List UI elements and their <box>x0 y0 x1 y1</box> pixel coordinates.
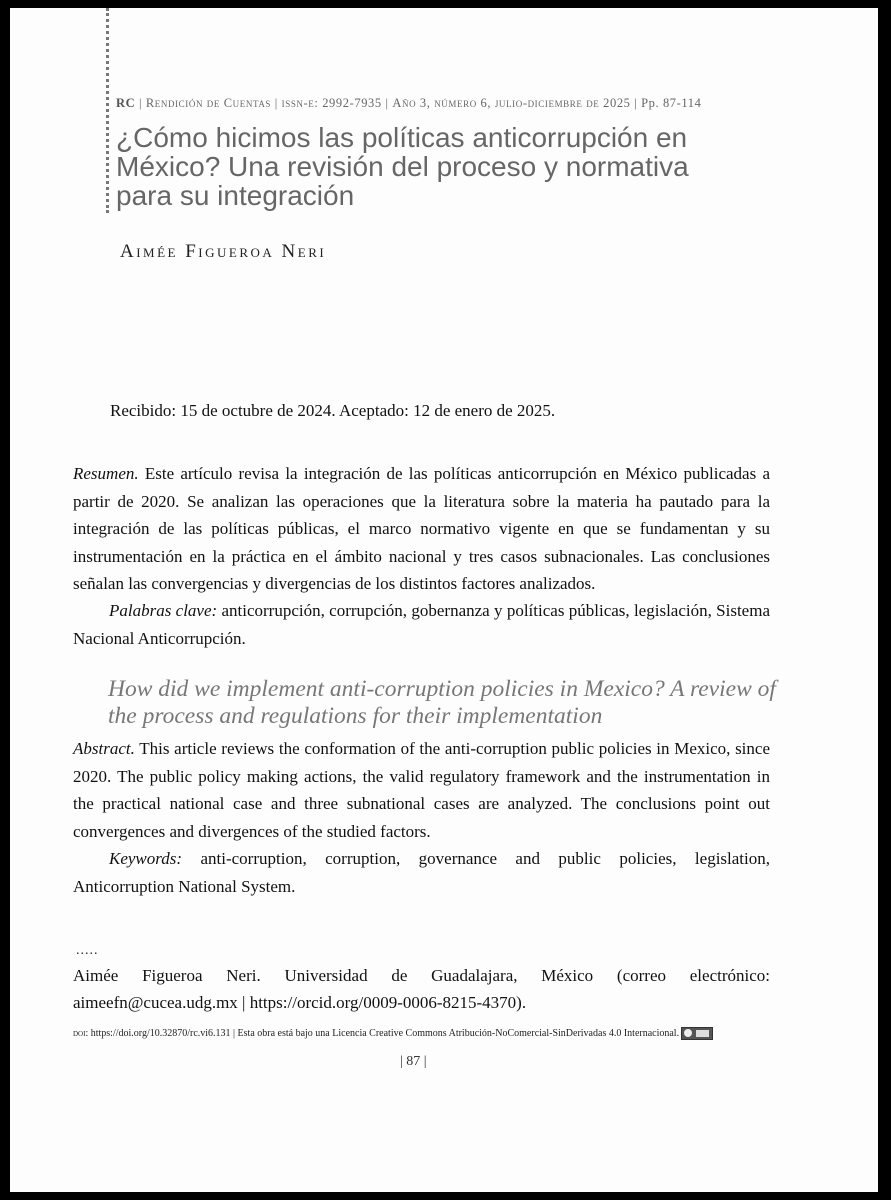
doi-line <box>73 1027 793 1040</box>
palabras-clave-paragraph <box>73 597 770 652</box>
header-separator: | <box>634 96 638 110</box>
author-name: Aimée Figueroa Neri <box>120 241 327 262</box>
issue-info: Año 3, número 6, julio-diciembre de 2025 <box>392 96 631 110</box>
resumen-paragraph <box>73 460 770 598</box>
palabras-clave-label: Palabras clave: <box>109 601 218 620</box>
decorative-dotted-line <box>106 8 109 213</box>
creative-commons-license-icon <box>681 1027 713 1040</box>
document-page <box>10 8 878 1192</box>
header-separator: | <box>139 96 143 110</box>
author-footnote: Aimée Figueroa Neri. Universidad de Guadalajara, México (correo electrónico: aimeefn@cucea.udg.mx | https://orcid.org/0009-0006-8215-4370). <box>73 966 770 1012</box>
journal-header <box>116 96 702 111</box>
journal-abbr: RC <box>116 96 136 110</box>
keywords-paragraph <box>73 845 770 900</box>
article-title: ¿Cómo hicimos las políticas anticorrupción en México? Una revisión del proceso y normativa para su integración <box>116 122 689 211</box>
header-separator: | <box>385 96 389 110</box>
abstract-label: Abstract. <box>73 739 135 758</box>
keywords-text: anti-corruption, corruption, governance and public policies, legislation, Anticorruption National System. <box>73 849 770 896</box>
footnote-separator: ..... <box>76 943 99 958</box>
page-range: Pp. 87-114 <box>641 96 702 110</box>
palabras-clave-text: anticorrupción, corrupción, gobernanza y políticas públicas, legislación, Sistema Nacional Anticorrupción. <box>73 601 770 648</box>
resumen-label: Resumen. <box>73 464 139 483</box>
page-number: | 87 | <box>400 1054 427 1069</box>
header-separator: | <box>274 96 278 110</box>
english-title: How did we implement anti-corruption policies in Mexico? A review of the process and regulations for their implementation <box>108 676 776 729</box>
abstract-paragraph <box>73 735 770 845</box>
journal-name: Rendición de Cuentas <box>145 96 272 110</box>
keywords-label: Keywords: <box>109 849 183 868</box>
abstract-text: This article reviews the conformation of the anti-corruption public policies in Mexico, since 2020. The public policy making actions, the valid regulatory framework and the instrumentation in the practical national case and three subnational cases are analyzed. The conclusions point out convergences and divergences of the studied factors. <box>73 739 770 841</box>
received-dates: Recibido: 15 de octubre de 2024. Aceptado: 12 de enero de 2025. <box>110 401 556 420</box>
doi-label: doi: <box>73 1027 89 1039</box>
doi-text: https://doi.org/10.32870/rc.vi6.131 | Esta obra está bajo una Licencia Creative Commons Atribución-NoComercial-SinDerivadas 4.0 Internacional. <box>88 1027 680 1039</box>
resumen-text: Este artículo revisa la integración de las políticas anticorrupción en México publicadas a partir de 2020. Se analizan las operaciones que la literatura sobre la materia ha pautado para la integración de las políticas públicas, el marco normativo vigente en que se fundamentan y su instrumentación en la práctica en el ámbito nacional y tres casos subnacionales. Las conclusiones señalan las convergencias y divergencias de los distintos factores analizados. <box>73 464 770 593</box>
issn: issn-e: 2992-7935 <box>281 96 382 110</box>
